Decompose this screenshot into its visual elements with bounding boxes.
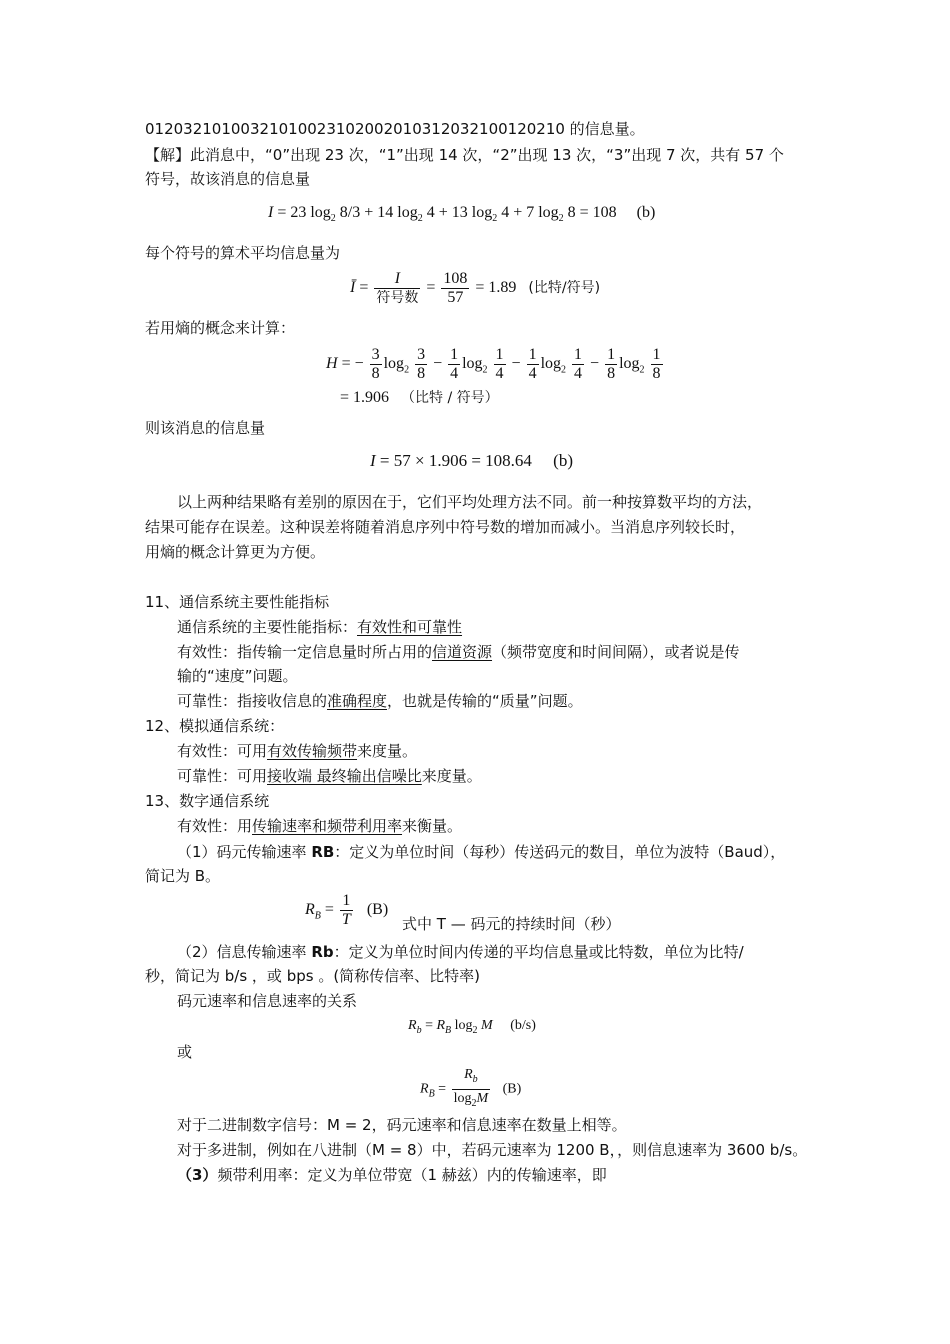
text-line: 以上两种结果略有差别的原因在于，它们平均处理方法不同。前一种按算数平均的方法， bbox=[177, 493, 763, 511]
section-heading: 12、模拟通信系统： bbox=[145, 717, 285, 735]
section-heading: 13、数字通信系统 bbox=[145, 792, 270, 810]
text-line: 输的“速度”问题。 bbox=[177, 667, 298, 685]
text-line: 通信系统的主要性能指标：有效性和可靠性 bbox=[177, 618, 463, 636]
text-line: 简记为 B。 bbox=[145, 867, 221, 885]
text-line: 每个符号的算术平均信息量为 bbox=[145, 244, 341, 262]
text-line: 则该消息的信息量 bbox=[145, 419, 266, 437]
equation-information: I = 23 $\log_2 8/3 + 14$ $\log_2 4 + 13$ $\log_2 4 + 7$ $\log_2 8 = 108$ (b) bbox=[268, 204, 656, 225]
text-line: 若用熵的概念来计算： bbox=[145, 319, 296, 337]
text-line: 式中 T — 码元的持续时间（秒） bbox=[402, 915, 621, 933]
text-line: 对于二进制数字信号：M = 2，码元速率和信息速率在数量上相等。 bbox=[177, 1116, 627, 1134]
text-line: （2）信息传输速率 Rb：定义为单位时间内传递的平均信息量或比特数，单位为比特/ bbox=[177, 943, 744, 961]
text-line: 有效性：用传输速率和频带利用率来衡量。 bbox=[177, 817, 463, 835]
equation-entropy: H = − $\frac{3}{8}$ $\log_2$ $\frac{3}{8}$ − $\frac{1}{4}$ $\log_2$ $\frac{1}{4}$ − $\frac{1}{4}$ $\log_2$ $\frac{1}{4}$ − $\frac{1}{8}$ $\log_2$ $\frac{1}{8}$ bbox=[326, 346, 661, 382]
equation-average-info: Ī = $\frac{I}{\text{符号数}}$ = $\frac{108}{57}$ = 1.89 (比特/符号) bbox=[350, 270, 601, 306]
text-line: 可靠性：指接收信息的准确程度，也就是传输的“质量”问题。 bbox=[177, 692, 583, 710]
equation-total-info: I = 57 × 1.906 = 108.64 (b) bbox=[370, 451, 574, 470]
text-line: （3）频带利用率：定义为单位带宽（1 赫兹）内的传输速率，即 bbox=[177, 1166, 607, 1184]
text-line: 【解】此消息中，“0”出现 23 次，“1”出现 14 次，“2”出现 13 次，“3”出现 7 次，共有 57 个 bbox=[145, 146, 784, 164]
text-line: （1）码元传输速率 RB：定义为单位时间（每秒）传送码元的数目，单位为波特（Baud）， bbox=[177, 843, 786, 861]
text-line: 有效性：指传输一定信息量时所占用的信道资源（频带宽度和时间间隔），或者说是传 bbox=[177, 643, 740, 661]
equation-rate-relation-inverse: $R_B$ = $\frac{R_b}{\log_2M}$ (B) bbox=[420, 1067, 522, 1109]
text-line: 有效性：可用有效传输频带来度量。 bbox=[177, 742, 418, 760]
section-heading: 11、通信系统主要性能指标 bbox=[145, 593, 330, 611]
text-line: 符号，故该消息的信息量 bbox=[145, 170, 311, 188]
equation-baud-rate: $R_B$ = $\frac{1}{T}$ (B) bbox=[305, 892, 389, 928]
equation-rate-relation: $R_b = R_B$ $\log_2 M$ (b/s) bbox=[408, 1018, 536, 1036]
text-line: 用熵的概念计算更为方便。 bbox=[145, 543, 326, 561]
text-line: 0120321010032101002310200201031203210012021​0 的信息量。 bbox=[145, 120, 645, 138]
text-line: 秒，简记为 b/s ，或 bps 。(简称传信率、比特率) bbox=[145, 967, 481, 985]
text-line: 或 bbox=[177, 1043, 193, 1061]
equation-entropy-value: = 1.906 （比特 / 符号） bbox=[340, 389, 499, 406]
text-line: 对于多进制，例如在八进制（M = 8）中，若码元速率为 1200 B，，则信息速率为 3600 b/s。 bbox=[177, 1141, 808, 1159]
text-line: 码元速率和信息速率的关系 bbox=[177, 992, 358, 1010]
text-line: 结果可能存在误差。这种误差将随着消息序列中符号数的增加而减小。当消息序列较长时， bbox=[145, 518, 746, 536]
text-line: 可靠性：可用接收端 最终输出信噪比来度量。 bbox=[177, 767, 482, 785]
